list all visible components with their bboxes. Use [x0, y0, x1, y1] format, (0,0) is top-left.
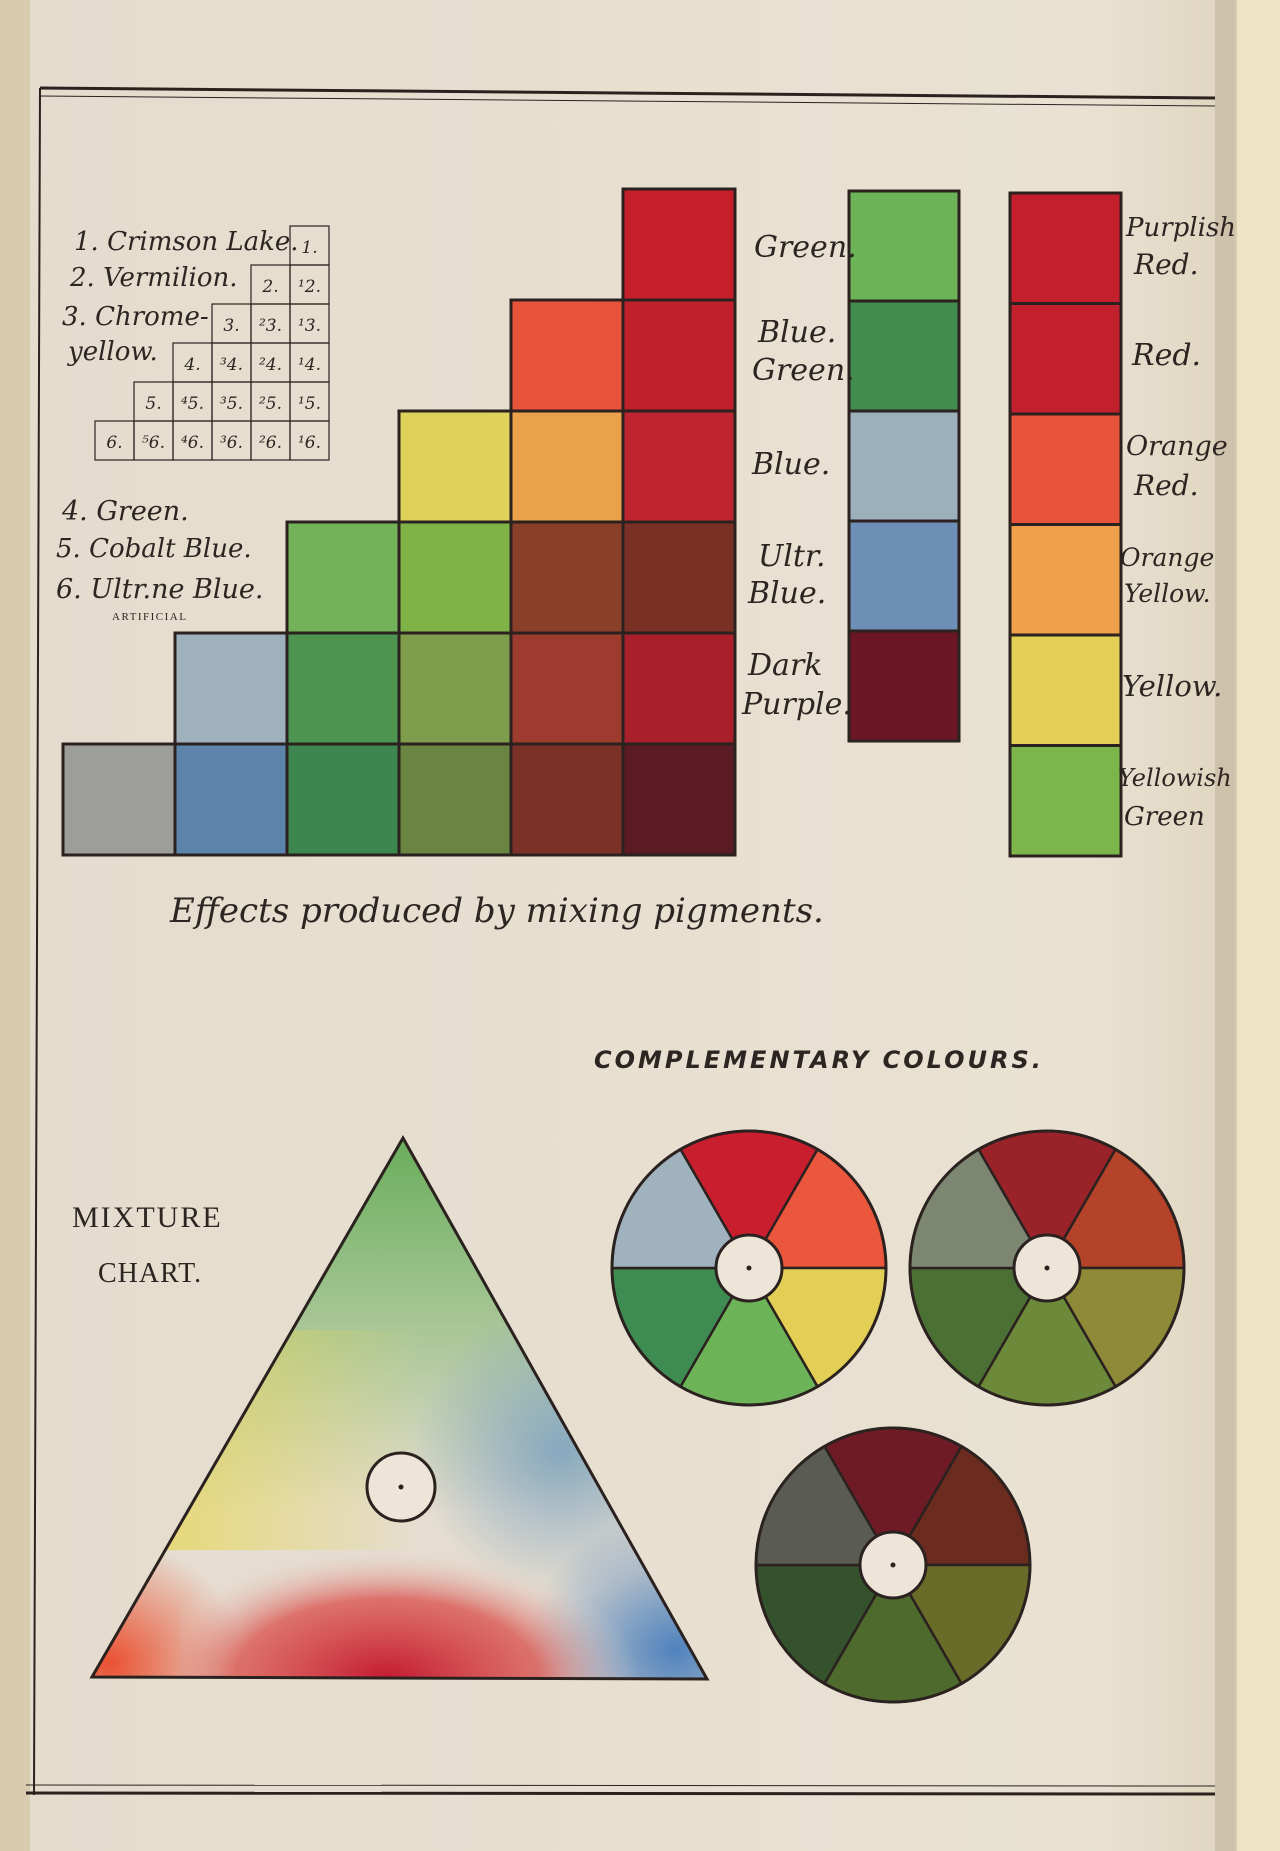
key-grid-label: ¹2. [297, 277, 322, 297]
label-orange-yellow-2: Yellow. [1124, 579, 1211, 608]
middle-column-swatch [849, 521, 959, 631]
right-column-swatch [1010, 193, 1121, 304]
right-column-swatch [1010, 525, 1121, 636]
middle-color-column [849, 191, 959, 741]
label-orange-red: Red. [1134, 469, 1199, 502]
label-orange-yellow-1: Orange [1120, 543, 1215, 572]
key-grid-label: 6. [106, 433, 123, 453]
label-ultr: Ultr. [758, 539, 826, 574]
mixing-swatch [623, 522, 735, 633]
mixing-caption: Effects produced by mixing pigments. [170, 891, 824, 931]
key-grid-label: ³4. [219, 355, 244, 375]
mixture-title-2: CHART. [98, 1258, 203, 1289]
label-orange: Orange [1126, 431, 1228, 462]
mixing-swatch [399, 633, 511, 744]
mixing-swatch [175, 633, 287, 744]
mixing-swatch [623, 411, 735, 522]
label-purplish-red: Red. [1134, 248, 1199, 281]
key-crimson-lake: 1. Crimson Lake. [74, 227, 299, 257]
key-green: 4. Green. [62, 496, 189, 527]
middle-column-swatch [849, 631, 959, 741]
mixing-swatch [175, 744, 287, 855]
right-page-edge [1235, 0, 1280, 1851]
wheel-1 [612, 1131, 886, 1405]
border-bottom-outer [26, 1793, 1215, 1794]
right-column-swatch [1010, 635, 1121, 746]
mixing-swatch [399, 522, 511, 633]
key-grid-label: 1. [301, 238, 318, 258]
mixing-swatch [623, 189, 735, 300]
key-ultramarine-blue: 6. Ultr.ne Blue. [56, 574, 264, 605]
label-ultr-blue: Blue. [748, 576, 827, 611]
key-artificial-note: ARTIFICIAL [112, 611, 188, 623]
key-chrome: 3. Chrome- [62, 302, 209, 332]
right-color-column [1010, 193, 1121, 856]
key-grid-label: ²5. [258, 394, 283, 414]
mixing-swatch [623, 744, 735, 855]
key-grid-label: ⁴5. [180, 394, 205, 414]
mixing-swatch [287, 633, 399, 744]
mixing-swatch [511, 633, 623, 744]
wheel-center-dot [1045, 1266, 1050, 1271]
middle-column-swatch [849, 191, 959, 301]
key-grid-label: ⁵6. [141, 433, 166, 453]
mixing-swatch [623, 633, 735, 744]
key-grid-label: ¹6. [297, 433, 322, 453]
mixing-swatch [511, 300, 623, 411]
wheel-2 [910, 1131, 1184, 1405]
label-red: Red. [1132, 338, 1202, 373]
key-grid-label: 2. [262, 277, 279, 297]
left-page-edge [0, 0, 30, 1851]
mixing-swatch [511, 411, 623, 522]
complementary-title: COMPLEMENTARY COLOURS. [594, 1046, 1044, 1074]
label-purplish: Purplish [1126, 213, 1237, 243]
mixing-swatch [511, 744, 623, 855]
key-grid-label: 3. [223, 316, 240, 336]
key-grid-label: ²3. [258, 316, 283, 336]
key-grid-label: ⁴6. [180, 433, 205, 453]
key-grid-label: ¹3. [297, 316, 322, 336]
mixing-swatch [63, 744, 175, 855]
right-column-swatch [1010, 414, 1121, 525]
wheel-3 [756, 1428, 1030, 1702]
key-cobalt-blue: 5. Cobalt Blue. [56, 534, 252, 564]
wheel-center-dot [891, 1563, 896, 1568]
mixing-swatch [399, 744, 511, 855]
key-grid-label: ³6. [219, 433, 244, 453]
wheel-center-dot [747, 1266, 752, 1271]
key-vermilion: 2. Vermilion. [70, 263, 238, 293]
label-yellowish: Yellowish [1118, 764, 1232, 792]
mixture-title-1: MIXTURE [72, 1201, 223, 1234]
key-yellow: yellow. [68, 337, 158, 367]
key-grid-label: 5. [145, 394, 162, 414]
label-blue-green-1: Blue. [758, 315, 837, 350]
middle-column-swatch [849, 411, 959, 521]
key-grid-label: ²6. [258, 433, 283, 453]
label-blue: Blue. [752, 447, 831, 482]
label-dark: Dark [748, 648, 823, 683]
mixture-center-dot [399, 1485, 404, 1490]
mixing-swatch [399, 411, 511, 522]
key-grid-label: ¹5. [297, 394, 322, 414]
label-purple: Purple. [742, 687, 852, 722]
key-grid-label: ³5. [219, 394, 244, 414]
right-page-shadow [1215, 0, 1237, 1851]
label-yellow: Yellow. [1122, 669, 1223, 703]
mixing-swatch [287, 522, 399, 633]
middle-column-swatch [849, 301, 959, 411]
label-blue-green-2: Green. [752, 353, 855, 388]
right-column-swatch [1010, 746, 1121, 857]
mixing-swatch [511, 522, 623, 633]
key-grid-label: 4. [184, 355, 201, 375]
key-grid-label: ¹4. [297, 355, 322, 375]
key-grid-label: ²4. [258, 355, 283, 375]
mixing-swatch [623, 300, 735, 411]
right-column-swatch [1010, 304, 1121, 415]
mixing-swatch [287, 744, 399, 855]
label-yellowish-green: Green [1124, 802, 1205, 832]
label-green: Green. [754, 230, 857, 265]
